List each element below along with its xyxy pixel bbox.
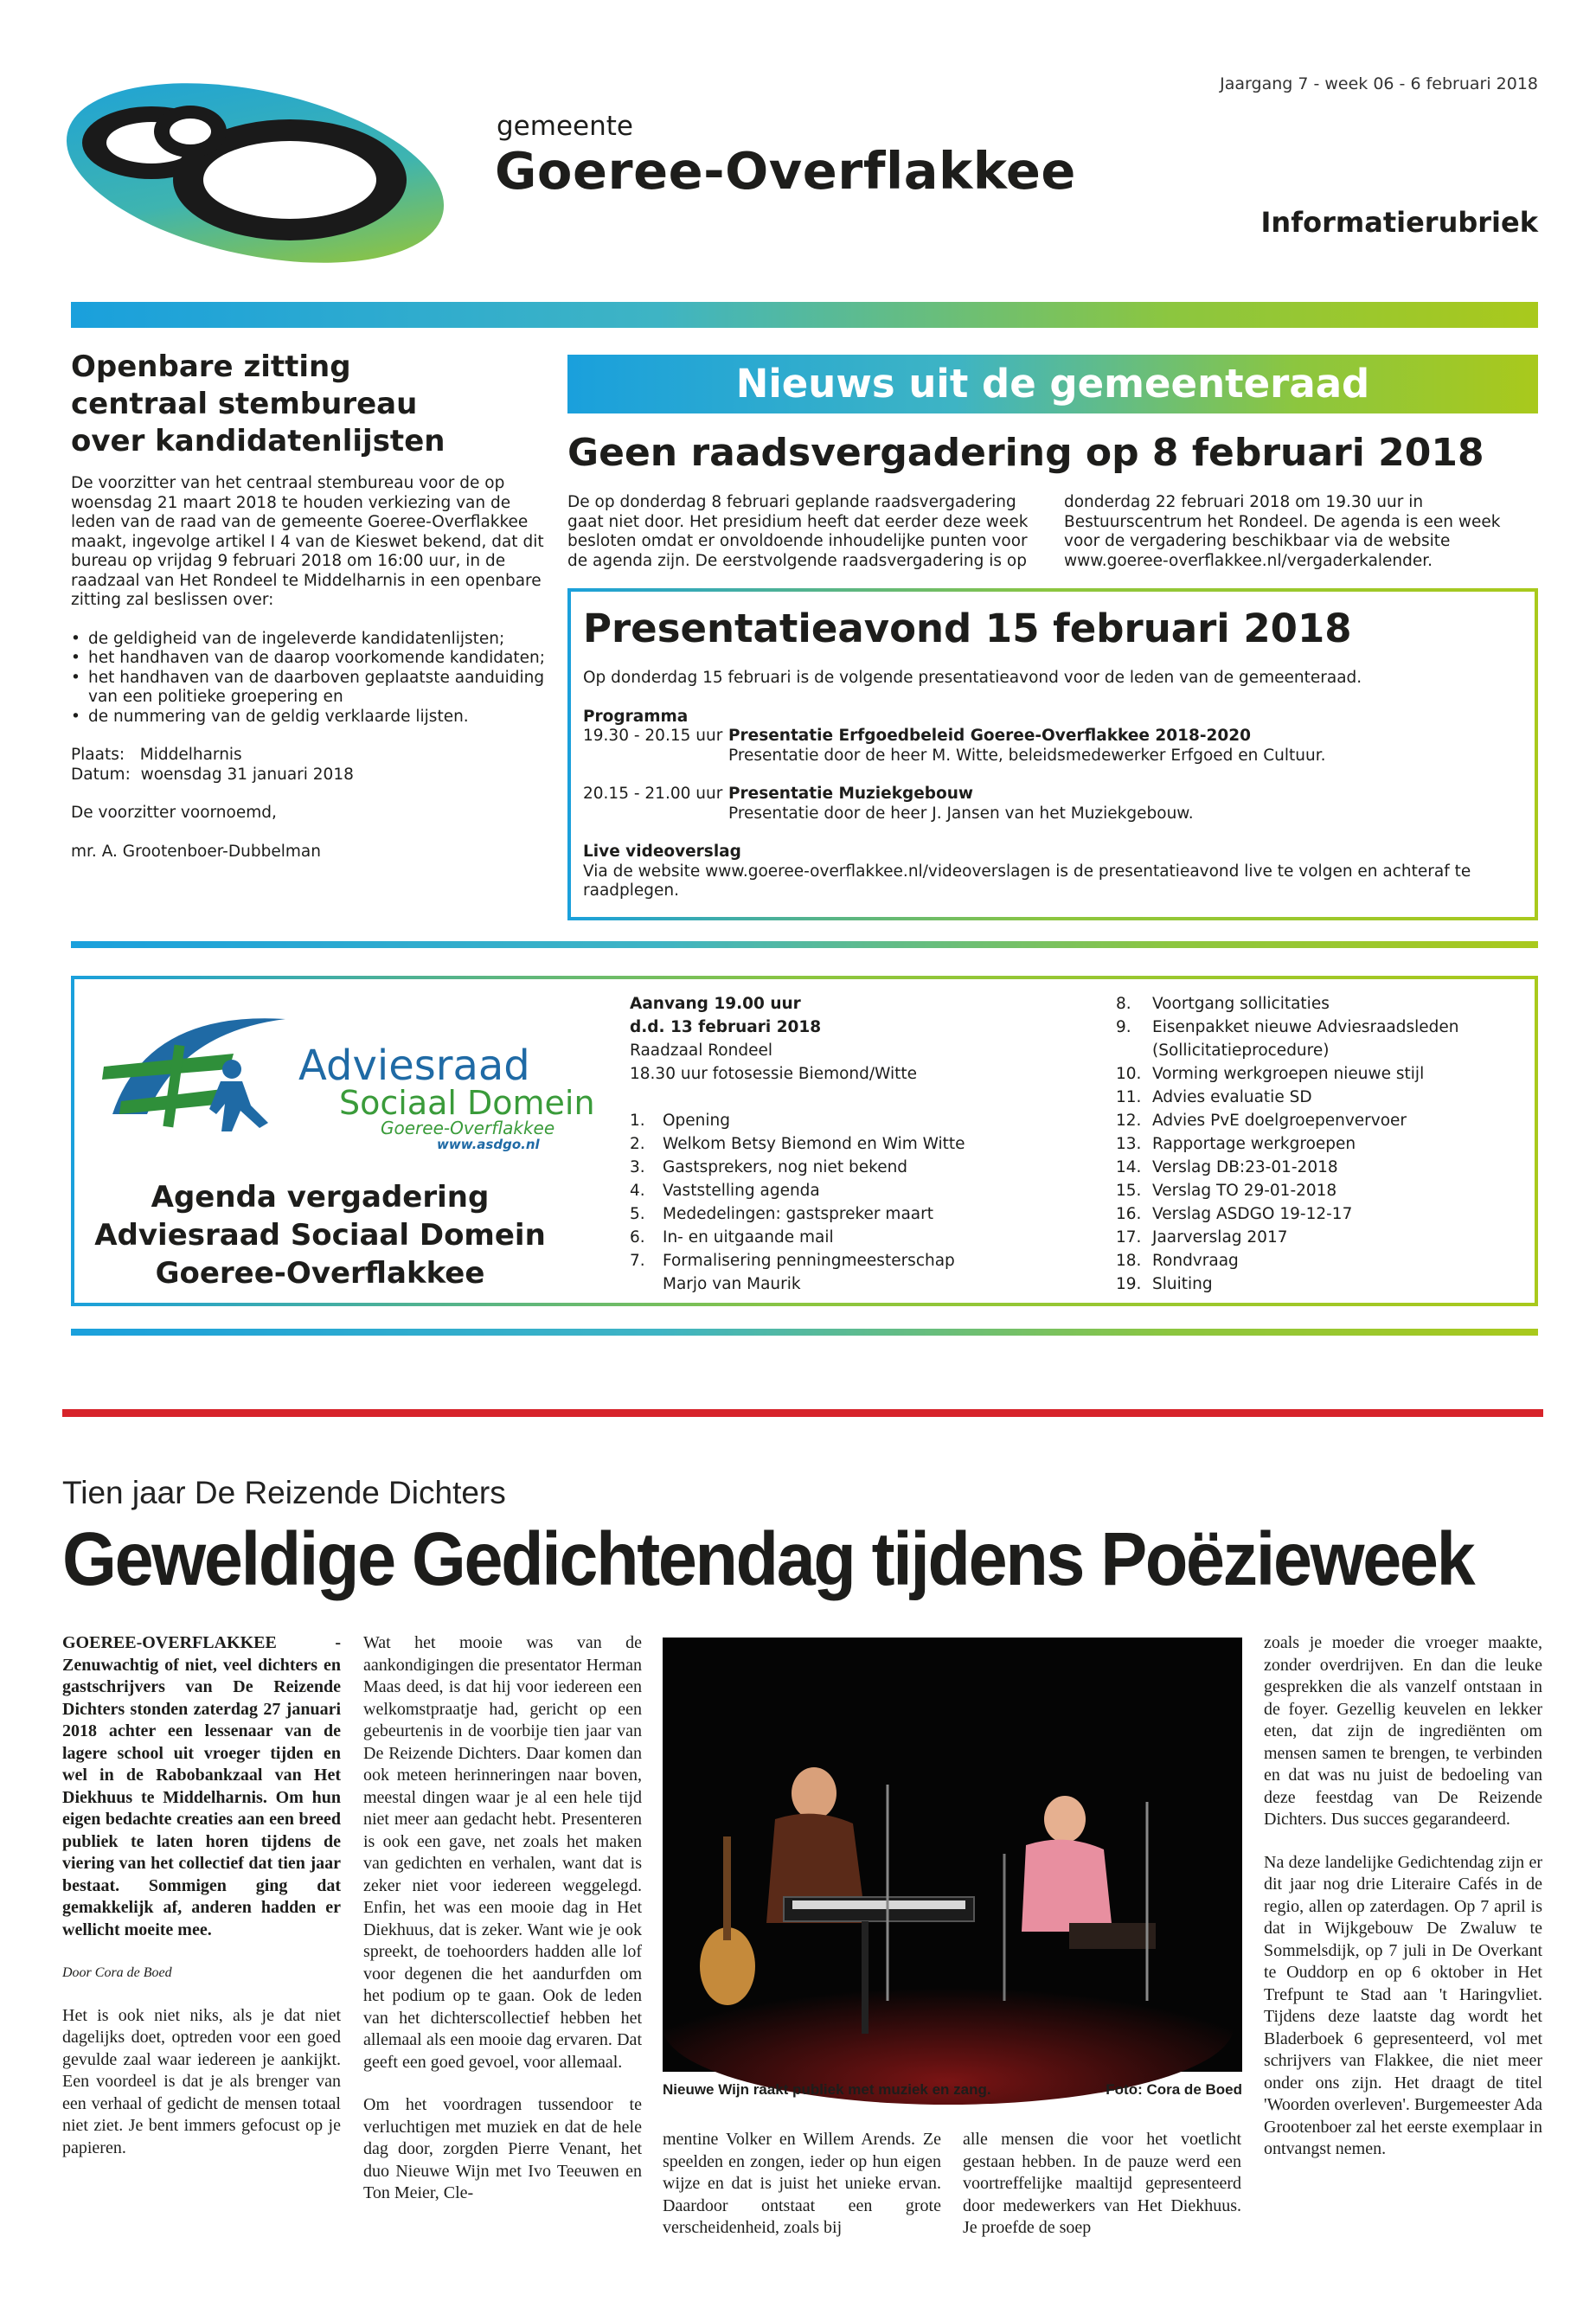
video-label: Live videoverslag bbox=[583, 843, 741, 861]
notice-title-line: over kandidatenlijsten bbox=[71, 424, 445, 458]
article-paragraph: zoals je moeder die vroeger maakte, zonder overdrijven. En dan die leuke gesprekken die als vanzelf ontstaan in de foyer. Gezellig keuvelen en lekker eten, dat zijn de ingrediënten om mensen samen te brengen, te verbinden en dat was nu juist de bedoeling van deze feestdag van De Reizende Dichters. Dus succes gegarandeerd. bbox=[1264, 1633, 1542, 1829]
article-headline: Geweldige Gedichtendag tijdens Poëzieweek bbox=[62, 1517, 1474, 1601]
agenda-item-text: Formalisering penningmeesterschap bbox=[663, 1252, 955, 1270]
article-paragraph: Na deze landelijke Gedichtendag zijn er dit jaar nog drie Literaire Cafés in de regio, allen op zaterdagen. Op 7 april is dat in Wijkgebouw De Zwaluw te Sommelsdijk, op 7 juli in De Overkant te Ouddorp en op 6 oktober in Het Trefpunt te Stad aan 't Haringvliet. Tijdens deze laatste dag wordt het Bladerboek 6 gepresenteerd, vol met schrijvers van Flakkee, die niet meer onder ons zijn. Het draagt de titel 'Woorden overleven'. Burgemeester Ada Grootenboer zal het eerste exemplaar in ontvangst nemen. bbox=[1264, 1852, 1542, 2158]
agenda-item-text: Verslag TO 29-01-2018 bbox=[1152, 1182, 1337, 1200]
agenda-item-text: In- en uitgaande mail bbox=[663, 1228, 834, 1247]
agenda-item bbox=[630, 1202, 1114, 1226]
rubriek-label: Informatierubriek bbox=[1260, 206, 1538, 239]
adviesraad-title-line: Agenda vergadering bbox=[151, 1180, 490, 1215]
logo-text-2: Sociaal Domein bbox=[339, 1084, 595, 1122]
agenda-item bbox=[630, 1249, 1114, 1272]
article-col-5 bbox=[1264, 1632, 1542, 2182]
agenda-item bbox=[1116, 1109, 1531, 1132]
adviesraad-date: d.d. 13 februari 2018 bbox=[630, 1018, 822, 1036]
agenda-item bbox=[630, 1132, 1114, 1156]
notice-bullet: • het handhaven van de daarop voorkomende kandidaten; bbox=[71, 649, 551, 669]
article-photo bbox=[663, 1638, 1242, 2072]
agenda-item bbox=[1116, 1062, 1531, 1086]
programma-desc: Presentatie door de heer M. Witte, beleidsmedewerker Erfgoed en Cultuur. bbox=[728, 746, 1326, 765]
article-lead: GOEREE-OVERFLAKKEE - Zenuwachtig of niet, veel dichters en gastschrijvers van De Reizende Dichters stonden zaterdag 27 januari 2018 achter een lessenaar van de lagere school uit vroeger tijden en wel in de Rabobankzaal van Het Diekhuus te Middelharnis. Om hun eigen bedachte creaties aan een breed publiek te laten horen tijdens de viering van het collectief dat tien jaar bestaat. Sommigen ging dat gemakkelijk af, anderen hadden er wellicht moeite mee. bbox=[62, 1633, 341, 1939]
article-byline: Door Cora de Boed bbox=[62, 1965, 172, 1980]
presentatie-body bbox=[583, 669, 1526, 901]
programma-label: Programma bbox=[583, 707, 689, 726]
agenda-item-number bbox=[1116, 1039, 1152, 1062]
agenda-item-number: 14. bbox=[1116, 1158, 1142, 1176]
notice-title-line: Openbare zitting bbox=[71, 349, 351, 384]
logo-text-1: Adviesraad bbox=[298, 1042, 530, 1090]
agenda-item bbox=[1116, 1202, 1531, 1226]
agenda-item-number: 19. bbox=[1116, 1275, 1142, 1293]
agenda-item-text: Welkom Betsy Biemond en Wim Witte bbox=[663, 1135, 965, 1153]
agenda-item-number: 10. bbox=[1116, 1065, 1142, 1083]
edition-info: Jaargang 7 - week 06 - 6 februari 2018 bbox=[1220, 74, 1538, 93]
agenda-item-number: 16. bbox=[1116, 1205, 1142, 1223]
agenda-item bbox=[630, 1272, 1114, 1296]
divider-bar bbox=[71, 1329, 1538, 1336]
gemeente-name: Goeree-Overflakkee bbox=[495, 141, 1076, 201]
programma-title: Presentatie Erfgoedbeleid Goeree-Overflakkee 2018-2020 bbox=[728, 727, 1252, 745]
agenda-item-number: 6. bbox=[630, 1228, 645, 1247]
agenda-item-number: 8. bbox=[1116, 995, 1131, 1013]
agenda-item-number: 15. bbox=[1116, 1182, 1142, 1200]
adviesraad-start: Aanvang 19.00 uur bbox=[630, 995, 801, 1013]
gemeente-logo bbox=[69, 78, 454, 260]
agenda-item-number: 7. bbox=[630, 1252, 645, 1270]
agenda-item-text: Jaarverslag 2017 bbox=[1152, 1228, 1288, 1247]
agenda-list-right bbox=[1116, 992, 1531, 1296]
presentatie-intro: Op donderdag 15 februari is de volgende presentatieavond voor de leden van de gemeenteraad. bbox=[583, 669, 1362, 687]
article-col-4 bbox=[963, 2129, 1241, 2260]
agenda-item-text: Sluiting bbox=[1152, 1275, 1213, 1293]
notice-closing: De voorzitter voornoemd, bbox=[71, 804, 277, 822]
adviesraad-title-line: Adviesraad Sociaal Domein bbox=[94, 1218, 546, 1253]
concert-photo-illustration bbox=[663, 1638, 1242, 2072]
agenda-item-text: Verslag ASDGO 19-12-17 bbox=[1152, 1205, 1353, 1223]
agenda-item bbox=[630, 1109, 1114, 1132]
notice-bullet: • het handhaven van de daarboven geplaatste aanduiding van een politieke groepering en bbox=[71, 669, 551, 708]
agenda-item-text: Marjo van Maurik bbox=[663, 1275, 801, 1293]
agenda-item-text: Vaststelling agenda bbox=[663, 1182, 820, 1200]
adviesraad-location: Raadzaal Rondeel bbox=[630, 1042, 772, 1060]
programma-item bbox=[583, 785, 1526, 824]
article-kicker: Tien jaar De Reizende Dichters bbox=[62, 1475, 506, 1510]
agenda-item-text: Rapportage werkgroepen bbox=[1152, 1135, 1356, 1153]
article-paragraph: Wat het mooie was van de aankondigingen die presentator Herman Maas deed, is dat hij voor iedereen een welkomstpraatje had, gericht op een gebeurtenis in de voorbije tien jaar van De Reizende Dichters. Daar komen dan ook meteen herinneringen naar boven, meestal dingen waar je al een hele tijd niet meer aan gedacht hebt. Presenteren is ook een gave, net zoals het maken van gedichten en verhalen, want dat is zeker niet voor iedereen weggelegd. Enfin, het was een mooie dag in Het Diekhuus, dat is zeker. Want wie je ook spreekt, de toehoorders hadden alle lof voor degenen die het aandurfden om het podium op te gaan. Ook de leden van het dichterscollectief hebben het allemaal als een mooie dag ervaren. Dat geeft een goed gevoel, voor allemaal. bbox=[363, 1633, 642, 2072]
agenda-item-number: 2. bbox=[630, 1135, 645, 1153]
agenda-item-number: 5. bbox=[630, 1205, 645, 1223]
agenda-item bbox=[1116, 1039, 1531, 1062]
article-paragraph: Om het voordragen tussendoor te verluchtigen met muziek en dat de hele dag door, zorgden Pierre Venant, het duo Nieuwe Wijn met Ivo Teeuwen en Ton Meier, Cle- bbox=[363, 2095, 642, 2202]
agenda-item bbox=[630, 1156, 1114, 1179]
agenda-item-number: 1. bbox=[630, 1112, 645, 1130]
notice-bullets bbox=[71, 630, 551, 727]
logo-url: www.asdgo.nl bbox=[437, 1137, 540, 1152]
agenda-item-text: (Sollicitatieprocedure) bbox=[1152, 1042, 1330, 1060]
nieuws-text-col1: De op donderdag 8 februari geplande raadsvergadering gaat niet door. Het presidium heeft dat eerder deze week besloten omdat er onvoldoende inhoudelijke punten voor de agenda zijn. De eerstvolgende raadsvergadering is op bbox=[567, 493, 1029, 570]
agenda-item bbox=[1116, 1016, 1531, 1039]
agenda-item-text: Verslag DB:23-01-2018 bbox=[1152, 1158, 1338, 1176]
nieuws-headline: Geen raadsvergadering op 8 februari 2018 bbox=[567, 431, 1484, 475]
article-col-2 bbox=[363, 1632, 642, 2226]
agenda-item-number: 12. bbox=[1116, 1112, 1142, 1130]
nieuws-banner: Nieuws uit de gemeenteraad bbox=[567, 355, 1538, 413]
notice-body bbox=[71, 474, 551, 881]
agenda-item bbox=[630, 1226, 1114, 1249]
gemeente-label: gemeente bbox=[497, 111, 633, 142]
programma-time: 19.30 - 20.15 uur bbox=[583, 727, 723, 745]
nieuws-text-col2: donderdag 22 februari 2018 om 19.30 uur in Bestuurscentrum het Rondeel. De agenda is een week voor de vergadering beschikbaar via de website www.goeree-overflakkee.nl/vergaderkalender. bbox=[1064, 493, 1501, 570]
agenda-item bbox=[630, 1179, 1114, 1202]
programma-desc: Presentatie door de heer J. Jansen van het Muziekgebouw. bbox=[728, 804, 1194, 823]
adviesraad-title-line: Goeree-Overflakkee bbox=[155, 1256, 485, 1291]
agenda-item-text: Advies evaluatie SD bbox=[1152, 1088, 1312, 1106]
video-text: Via de website www.goeree-overflakkee.nl/videoverslagen is de presentatieavond live te volgen en achteraf te raadplegen. bbox=[583, 862, 1471, 900]
article-col-1 bbox=[62, 1632, 341, 2180]
divider-bar bbox=[71, 941, 1538, 948]
photo-caption bbox=[663, 2081, 1242, 2099]
agenda-item-text: Rondvraag bbox=[1152, 1252, 1239, 1270]
agenda-list-left bbox=[630, 1109, 1114, 1296]
agenda-item-text: Voortgang sollicitaties bbox=[1152, 995, 1330, 1013]
agenda-item-number: 18. bbox=[1116, 1252, 1142, 1270]
adviesraad-photo-session: 18.30 uur fotosessie Biemond/Witte bbox=[630, 1065, 918, 1083]
agenda-item-number bbox=[630, 1272, 663, 1296]
agenda-item-text: Opening bbox=[663, 1112, 731, 1130]
agenda-item-number: 13. bbox=[1116, 1135, 1142, 1153]
programma-item bbox=[583, 727, 1526, 766]
agenda-item-text: Advies PvE doelgroepenvervoer bbox=[1152, 1112, 1407, 1130]
agenda-item bbox=[1116, 1086, 1531, 1109]
notice-title-line: centraal stembureau bbox=[71, 387, 418, 421]
notice-signature: mr. A. Grootenboer-Dubbelman bbox=[71, 842, 321, 861]
agenda-item bbox=[1116, 1226, 1531, 1249]
agenda-item-text: Eisenpakket nieuwe Adviesraadsleden bbox=[1152, 1018, 1459, 1036]
agenda-item-number: 9. bbox=[1116, 1018, 1131, 1036]
notice-intro: De voorzitter van het centraal stembureau voor de op woensdag 21 maart 2018 te houden verkiezing van de leden van de raad van de gemeente Goeree-Overflakkee maakt, ingevolge artikel I 4 van de Kieswet bekend, dat dit bureau op vrijdag 9 februari 2018 om 16:00 uur, in de raadzaal van Het Rondeel te Middelharnis in een openbare zitting zal beslissen over: bbox=[71, 474, 544, 609]
article-paragraph: Het is ook niet niks, als je dat niet dagelijks doet, optreden voor een goed gevulde zaal waar iedereen je aankijkt. Een voordeel is dat je als brenger van een verhaal of gedicht de mensen totaal niet ziet. Je bent immers gefocust op je papieren. bbox=[62, 2005, 341, 2157]
agenda-item bbox=[1116, 1179, 1531, 1202]
programma-time: 20.15 - 21.00 uur bbox=[583, 785, 723, 803]
article-paragraph: mentine Volker en Willem Arends. Ze speelden en zongen, ieder op hun eigen wijze en dat is juist het unieke ervan. Daardoor ontstaat een grote verscheidenheid, zoals bij bbox=[663, 2130, 941, 2237]
adviesraad-logo bbox=[87, 993, 595, 1152]
agenda-item-number: 11. bbox=[1116, 1088, 1142, 1106]
logo-text-3: Goeree-Overflakkee bbox=[381, 1118, 555, 1138]
notice-bullet: • de nummering van de geldig verklaarde lijsten. bbox=[71, 708, 551, 727]
presentatie-title: Presentatieavond 15 februari 2018 bbox=[583, 606, 1352, 651]
adviesraad-agenda-left bbox=[630, 992, 1114, 1296]
notice-bullet: • de geldigheid van de ingeleverde kandidatenlijsten; bbox=[71, 630, 551, 650]
agenda-item bbox=[1116, 1156, 1531, 1179]
header-gradient-bar bbox=[71, 302, 1538, 328]
agenda-item-text: Gastsprekers, nog niet bekend bbox=[663, 1158, 908, 1176]
notice-place: Plaats: Middelharnis bbox=[71, 746, 242, 764]
agenda-item-number: 17. bbox=[1116, 1228, 1142, 1247]
notice-date: Datum: woensdag 31 januari 2018 bbox=[71, 765, 354, 784]
agenda-item-text: Vorming werkgroepen nieuwe stijl bbox=[1152, 1065, 1425, 1083]
agenda-item bbox=[1116, 1249, 1531, 1272]
agenda-item bbox=[1116, 1132, 1531, 1156]
agenda-item bbox=[1116, 1272, 1531, 1296]
photo-caption-text: Nieuwe Wijn raakt publiek met muziek en zang. bbox=[663, 2081, 991, 2098]
agenda-item-number: 4. bbox=[630, 1182, 645, 1200]
article-col-3 bbox=[663, 2129, 941, 2260]
programma-title: Presentatie Muziekgebouw bbox=[728, 785, 974, 803]
article-paragraph: alle mensen die voor het voetlicht gestaan hebben. In de pauze werd een voortreffelijke maaltijd gepresenteerd door medewerkers van Het Diekhuus. Je proefde de soep bbox=[963, 2130, 1241, 2237]
notice-title bbox=[71, 349, 538, 460]
adviesraad-agenda-right bbox=[1116, 992, 1531, 1296]
article-red-bar bbox=[62, 1409, 1543, 1417]
adviesraad-title bbox=[87, 1178, 554, 1292]
agenda-item bbox=[1116, 992, 1531, 1016]
agenda-item-text: Mededelingen: gastspreker maart bbox=[663, 1205, 933, 1223]
photo-credit: Foto: Cora de Boed bbox=[1106, 2081, 1242, 2098]
agenda-item-number: 3. bbox=[630, 1158, 645, 1176]
